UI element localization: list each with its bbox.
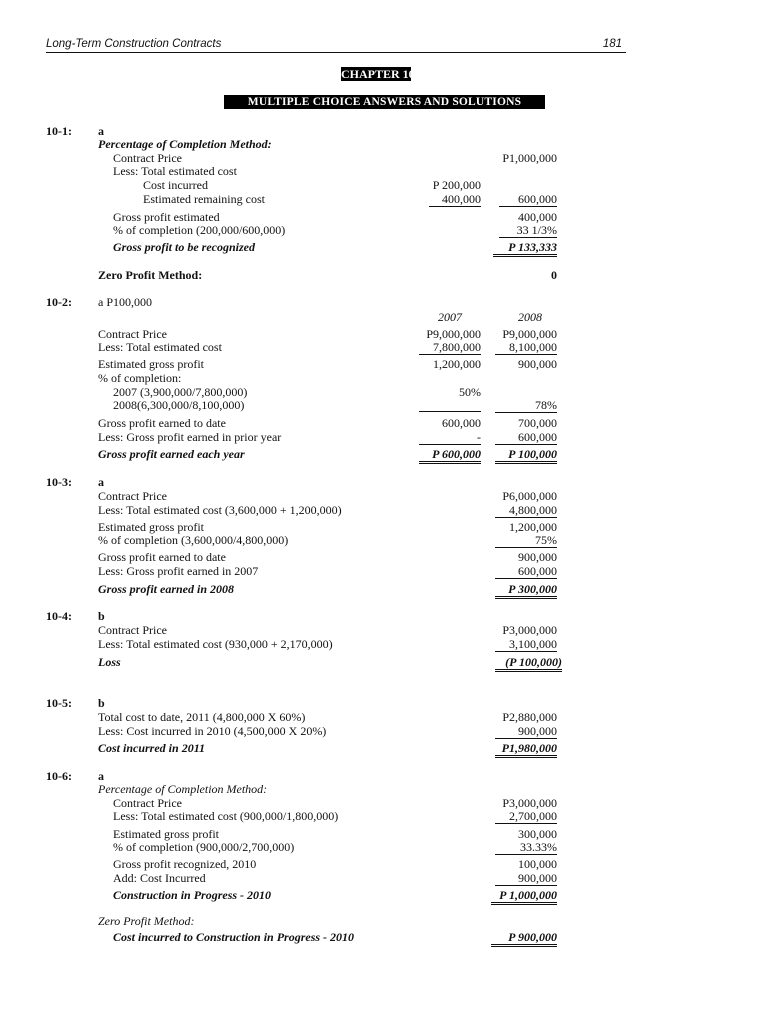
q1-cost-incurred-label: Cost incurred <box>143 178 208 192</box>
q3-gp-2008-value: P 300,000 <box>495 582 557 599</box>
q3-gp-date-label: Gross profit earned to date <box>98 550 226 564</box>
q1-est-remaining-total: 600,000 <box>499 192 557 207</box>
q6-zero-value: P 900,000 <box>491 930 557 947</box>
q6-gp-rec-label: Gross profit recognized, 2010 <box>113 857 257 871</box>
q2-gp-date-label: Gross profit earned to date <box>98 416 226 430</box>
q3-gp-prior-value: 600,000 <box>495 564 557 579</box>
q1-zero-value: 0 <box>551 268 557 282</box>
q6-contract-price-label: Contract Price <box>113 796 182 810</box>
q2-year-1: 2007 <box>438 310 462 324</box>
q6-cip-label: Construction in Progress - 2010 <box>113 888 272 902</box>
q1-pct-value: 33 1/3% <box>499 223 557 238</box>
q1-gp-est-value: 400,000 <box>518 210 557 224</box>
q2-gpe-2007: P 600,000 <box>419 447 481 464</box>
q5-cost-2011-value: P1,980,000 <box>495 741 557 758</box>
q3-less-total-label: Less: Total estimated cost (3,600,000 + 1,200,000) <box>98 503 342 517</box>
section-title: MULTIPLE CHOICE ANSWERS AND SOLUTIONS <box>224 95 545 109</box>
q2-less-total-label: Less: Total estimated cost <box>98 340 222 354</box>
q6-zero-line-label: Cost incurred to Construction in Progress - 2010 <box>113 930 355 944</box>
q2-gpd-2007: 600,000 <box>442 416 481 430</box>
q2-tc-2007: 7,800,000 <box>419 340 481 355</box>
q3-egp-label: Estimated gross profit <box>98 520 204 534</box>
q2-egp-2007: 1,200,000 <box>433 357 481 371</box>
q1-est-remaining-value: 400,000 <box>429 192 481 207</box>
q3-answer: a <box>98 475 104 489</box>
q4-less-total-label: Less: Total estimated cost (930,000 + 2,170,000) <box>98 637 333 651</box>
q2-number: 10-2: <box>46 295 72 309</box>
q3-total-cost-value: 4,800,000 <box>495 503 557 518</box>
q2-cp-2007: P9,000,000 <box>426 327 481 341</box>
q1-contract-price-label: Contract Price <box>113 151 182 165</box>
q1-answer: a <box>98 124 104 138</box>
q6-cip-value: P 1,000,000 <box>491 888 557 905</box>
q6-less-total-label: Less: Total estimated cost (900,000/1,800,000) <box>113 809 339 823</box>
q1-gp-est-label: Gross profit estimated <box>113 210 220 224</box>
q2-gp-prior-label: Less: Gross profit earned in prior year <box>98 430 282 444</box>
q4-answer: b <box>98 609 105 623</box>
q4-contract-price-label: Contract Price <box>98 623 167 637</box>
q3-gp-date-value: 900,000 <box>518 550 557 564</box>
q6-pct-label: % of completion (900,000/2,700,000) <box>113 840 295 854</box>
q2-pct-2008-value: 78% <box>495 398 557 413</box>
q1-less-total-label: Less: Total estimated cost <box>113 164 237 178</box>
q2-pct-label: % of completion: <box>98 371 182 385</box>
q2-gpd-2008: 700,000 <box>518 416 557 430</box>
q2-pct-2007-label: 2007 (3,900,000/7,800,000) <box>113 385 248 399</box>
q6-zero-label: Zero Profit Method: <box>98 914 195 928</box>
q6-gp-rec-value: 100,000 <box>518 857 557 871</box>
q3-pct-label: % of completion (3,600,000/4,800,000) <box>98 533 289 547</box>
q3-contract-price-label: Contract Price <box>98 489 167 503</box>
q5-less-cost-label: Less: Cost incurred in 2010 (4,500,000 X 20%) <box>98 724 327 738</box>
q2-gpp-2008: 600,000 <box>495 430 557 445</box>
q2-pct-2007-rule <box>419 400 481 412</box>
q2-cp-2008: P9,000,000 <box>502 327 557 341</box>
q1-contract-price-value: P1,000,000 <box>502 151 557 165</box>
q3-contract-price-value: P6,000,000 <box>502 489 557 503</box>
q6-method: Percentage of Completion Method: <box>98 782 268 796</box>
q2-gp-each-label: Gross profit earned each year <box>98 447 245 461</box>
q6-total-cost-value: 2,700,000 <box>495 809 557 824</box>
q6-egp-label: Estimated gross profit <box>113 827 219 841</box>
q1-gp-rec-value: P 133,333 <box>493 240 557 257</box>
q2-contract-price-label: Contract Price <box>98 327 167 341</box>
q2-pct-2007-value: 50% <box>459 385 481 399</box>
q4-total-cost-value: 3,100,000 <box>495 637 557 652</box>
q6-add-cost-label: Add: Cost Incurred <box>113 871 206 885</box>
page-number: 181 <box>602 38 622 50</box>
q2-pct-2008-label: 2008(6,300,000/8,100,000) <box>113 398 245 412</box>
q4-loss-label: Loss <box>98 655 121 669</box>
q1-est-remaining-label: Estimated remaining cost <box>143 192 265 206</box>
q6-number: 10-6: <box>46 769 72 783</box>
q3-pct-value: 75% <box>495 533 557 548</box>
q2-gpe-2008: P 100,000 <box>495 447 557 464</box>
q3-gp-prior-label: Less: Gross profit earned in 2007 <box>98 564 259 578</box>
q1-pct-label: % of completion (200,000/600,000) <box>113 223 286 237</box>
q1-method: Percentage of Completion Method: <box>98 137 272 151</box>
q2-egp-label: Estimated gross profit <box>98 357 204 371</box>
q2-gpp-2007: - <box>419 430 481 445</box>
q4-loss-value: (P 100,000) <box>495 655 562 672</box>
q1-gp-rec-label: Gross profit to be recognized <box>113 240 255 254</box>
q4-contract-price-value: P3,000,000 <box>502 623 557 637</box>
q6-add-cost-value: 900,000 <box>495 871 557 886</box>
q3-number: 10-3: <box>46 475 72 489</box>
q2-egp-2008: 900,000 <box>518 357 557 371</box>
q2-tc-2008: 8,100,000 <box>495 340 557 355</box>
q2-answer: a P100,000 <box>98 295 152 309</box>
q4-number: 10-4: <box>46 609 72 623</box>
q6-answer: a <box>98 769 104 783</box>
q5-total-cost-value: P2,880,000 <box>502 710 557 724</box>
q2-year-2: 2008 <box>518 310 542 324</box>
q5-less-cost-value: 900,000 <box>495 724 557 739</box>
q6-pct-value: 33.33% <box>495 840 557 855</box>
q6-egp-value: 300,000 <box>518 827 557 841</box>
q1-zero-label: Zero Profit Method: <box>98 268 203 282</box>
q1-cost-incurred-value: P 200,000 <box>432 178 481 192</box>
page-header <box>46 38 626 53</box>
q5-cost-2011-label: Cost incurred in 2011 <box>98 741 206 755</box>
q3-egp-value: 1,200,000 <box>509 520 557 534</box>
q1-number: 10-1: <box>46 124 72 138</box>
header-title: Long-Term Construction Contracts <box>46 38 222 50</box>
q5-total-cost-label: Total cost to date, 2011 (4,800,000 X 60%) <box>98 710 306 724</box>
q5-answer: b <box>98 696 105 710</box>
q5-number: 10-5: <box>46 696 72 710</box>
chapter-title: CHAPTER 10 <box>341 67 415 81</box>
q6-contract-price-value: P3,000,000 <box>502 796 557 810</box>
q3-gp-2008-label: Gross profit earned in 2008 <box>98 582 235 596</box>
